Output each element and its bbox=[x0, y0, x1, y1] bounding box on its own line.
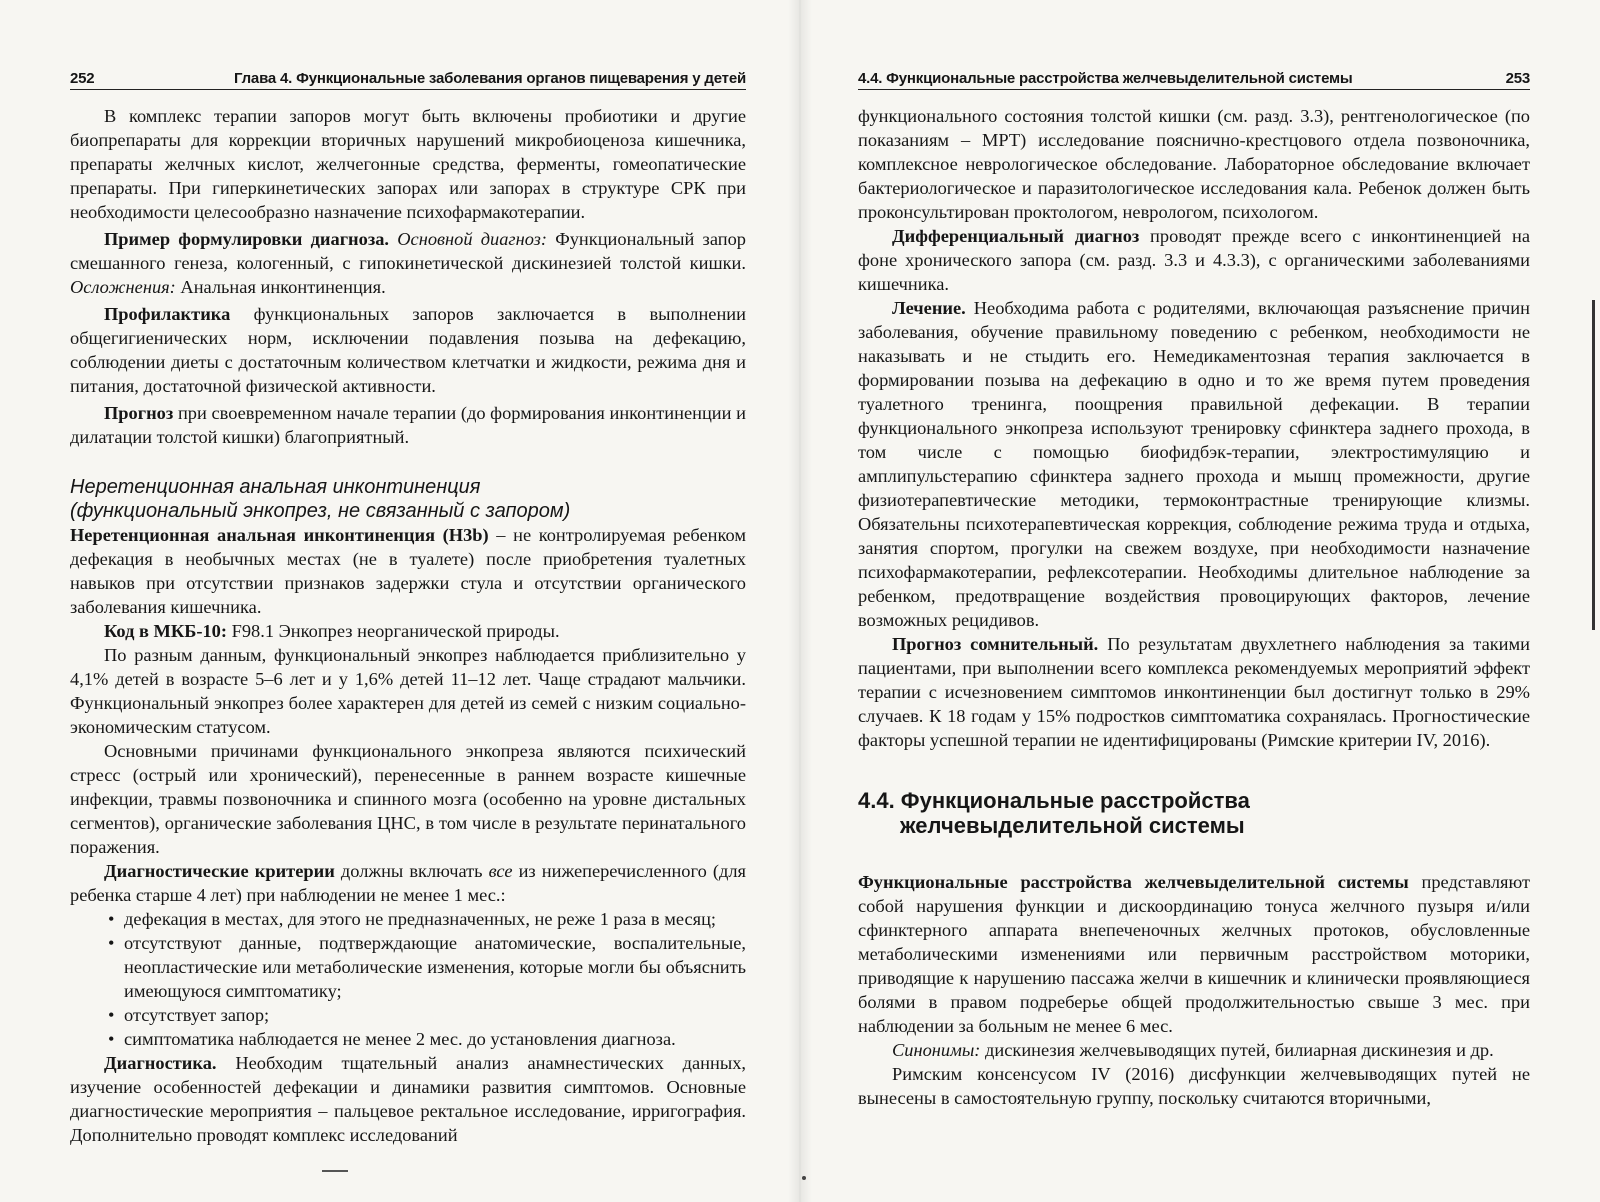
paragraph-causes: Основными причинами функционального энкопреза являются психический стресс (острый или хронический), перенесенные в раннем возрасте кишечные инфекции, травмы позвоночника и спинного мозга (особенно на уровне дистальных сегментов), органические заболевания ЦНС, в том числе в результате перинатального поражения. bbox=[70, 741, 746, 857]
list-item: • отсутствует запор; bbox=[108, 1005, 270, 1025]
right-running-head bbox=[858, 70, 1530, 90]
paragraph-prognosis: Прогноз при своевременном начале терапии (до формирования инконтиненции и дилатации толстой кишки) благоприятный. bbox=[70, 403, 746, 447]
left-running-head bbox=[70, 70, 746, 90]
paragraph-differential: Дифференциальный диагноз проводят прежде всего с инконтиненцией на фоне хронического запора (см. разд. 3.3 и 4.3.3), с органическими заболеваниями кишечника. bbox=[858, 226, 1530, 294]
list-item: • отсутствуют данные, подтверждающие анатомические, воспалительные, неопластические или метаболические изменения, которые могли бы объяснить имеющуюся симптоматику; bbox=[108, 933, 746, 1001]
paragraph-diagnostics-continued: функционального состояния толстой кишки (см. разд. 3.3), рентгенологическое (по показаниям – МРТ) исследование пояснично-крестцового отдела позвоночника, комплексное неврологическое обследование. Лабораторное обследование включает бактериологическое и паразитологическое исследования кала. Ребенок должен быть проконсультирован проктологом, неврологом, психологом. bbox=[858, 106, 1530, 222]
left-chapter-title: Глава 4. Функциональные заболевания органов пищеварения у детей bbox=[234, 70, 746, 87]
section-heading: 4.4. Функциональные расстройства желчевыделительной системы bbox=[858, 788, 1250, 838]
paragraph-rome-consensus: Римским консенсусом IV (2016) дисфункции желчевыводящих путей не вынесены в самостоятельную группу, поскольку считаются вторичными, bbox=[858, 1064, 1530, 1108]
paragraph-definition: Неретенционная анальная инконтиненция (H3b) – не контролируемая ребенком дефекация в необычных местах (не в туалете) после приобретения туалетных навыков при отсутствии признаков задержки стула и отсутствии органического заболевания кишечника. bbox=[70, 525, 746, 617]
list-item: • дефекация в местах, для этого не предназначенных, не реже 1 раза в месяц; bbox=[108, 909, 717, 929]
criteria-list bbox=[70, 907, 746, 1051]
list-item: • симптоматика наблюдается не менее 2 мес. до установления диагноза. bbox=[108, 1029, 676, 1049]
paragraph-synonyms: Синонимы: дискинезия желчевыводящих путей, билиарная дискинезия и др. bbox=[892, 1040, 1494, 1060]
book-gutter bbox=[788, 0, 812, 1202]
paragraph-therapy: В комплекс терапии запоров могут быть включены пробиотики и другие биопрепараты для коррекции вторичных нарушений микробиоценоза кишечника, препараты желчных кислот, желчегонные средства, ферменты, гомеопатические препараты. При гиперкинетических запорах или запорах в структуре СРК при необходимости целесообразно назначение психофармакотерапии. bbox=[70, 106, 746, 222]
right-section-title: 4.4. Функциональные расстройства желчевыделительной системы bbox=[858, 70, 1353, 87]
subsection-heading: Неретенционная анальная инконтиненция (функциональный энкопрез, не связанный с запором) bbox=[70, 476, 571, 522]
paragraph-diagnostics: Диагностика. Необходим тщательный анализ анамнестических данных, изучение особенностей дефекации и динамики развития симптомов. Основные диагностические мероприятия – пальцевое ректальное исследование, ирригография. Дополнительно проводят комплекс исследований bbox=[70, 1053, 746, 1145]
paragraph-biliary-definition: Функциональные расстройства желчевыделительной системы представляют собой нарушения функции и дискоординацию тонуса желчного пузыря и/или сфинктерного аппарата внепеченочных желчных протоков, обусловленные метаболическими изменениями или первичным расстройством моторики, приводящие к нарушению пассажа желчи в кишечник и клинически проявляющиеся болями в правом подреберье общей продолжительностью свыше 3 мес. при наблюдении за больным не менее 6 мес. bbox=[858, 872, 1530, 1036]
footer-dash bbox=[322, 1170, 348, 1172]
page-edge-mark bbox=[1592, 300, 1595, 630]
paragraph-prognosis-doubtful: Прогноз сомнительный. По результатам двухлетнего наблюдения за такими пациентами, при выполнении всего комплекса рекомендуемых мероприятий эффект терапии с исчезновением симптомов инконтиненции был достигнут только в 29% случаев. К 18 годам у 15% подростков симптоматика сохранялась. Прогностические факторы успешной терапии не идентифицированы (Римские критерии IV, 2016). bbox=[858, 634, 1530, 750]
paragraph-icd-code: Код в МКБ-10: F98.1 Энкопрез неорганической природы. bbox=[104, 621, 560, 641]
right-page bbox=[858, 70, 1530, 1110]
paragraph-prevalence: По разным данным, функциональный энкопрез наблюдается приблизительно у 4,1% детей в возрасте 5–6 лет и у 1,6% детей 11–12 лет. Чаще страдают мальчики. Функциональный энкопрез более характерен для детей из семей с низким социально-экономическим статусом. bbox=[70, 645, 746, 737]
right-page-number: 253 bbox=[1505, 70, 1530, 87]
paragraph-diagnosis-example: Пример формулировки диагноза. Основной диагноз: Функциональный запор смешанного генеза, кологенный, с гипокинетической дискинезией толстой кишки. Осложнения: Анальная инконтиненция. bbox=[70, 229, 746, 297]
paragraph-treatment: Лечение. Необходима работа с родителями, включающая разъяснение причин заболевания, обучение правильному поведению с ребенком, необходимости не наказывать и не стыдить его. Немедикаментозная терапия заключается в формировании позыва на дефекацию в одно и то же время путем проведения туалетного тренинга, поощрения правильной дефекации. В терапии функционального энкопреза используют тренировку сфинктера заднего прохода, в том числе с помощью биофидбэк-терапии, электростимуляцию и амплипульстерапию сфинктера заднего прохода и мышц промежности, другие физиотерапевтические методики, термоконтрастные тренирующие клизмы. Обязательны психотерапевтическая коррекция, соблюдение режима труда и отдыха, занятия спортом, прогулки на свежем воздухе, при необходимости назначение психофармакотерапии, рефлексотерапии. Необходимы длительное наблюдение за ребенком, предотвращение воздействия провоцирующих факторов, лечение возможных рецидивов. bbox=[858, 298, 1530, 630]
paragraph-prevention: Профилактика функциональных запоров заключается в выполнении общегигиенических норм, исключении подавления позыва на дефекацию, соблюдении диеты с достаточным количеством клетчатки и жидкости, режима дня и питания, достаточной физической активности. bbox=[70, 304, 746, 396]
left-page bbox=[70, 70, 746, 1147]
paragraph-criteria-intro: Диагностические критерии должны включать все из нижеперечисленного (для ребенка старше 4 лет) при наблюдении не менее 1 мес.: bbox=[70, 861, 746, 905]
center-dot bbox=[802, 1176, 806, 1180]
left-page-number: 252 bbox=[70, 70, 95, 87]
